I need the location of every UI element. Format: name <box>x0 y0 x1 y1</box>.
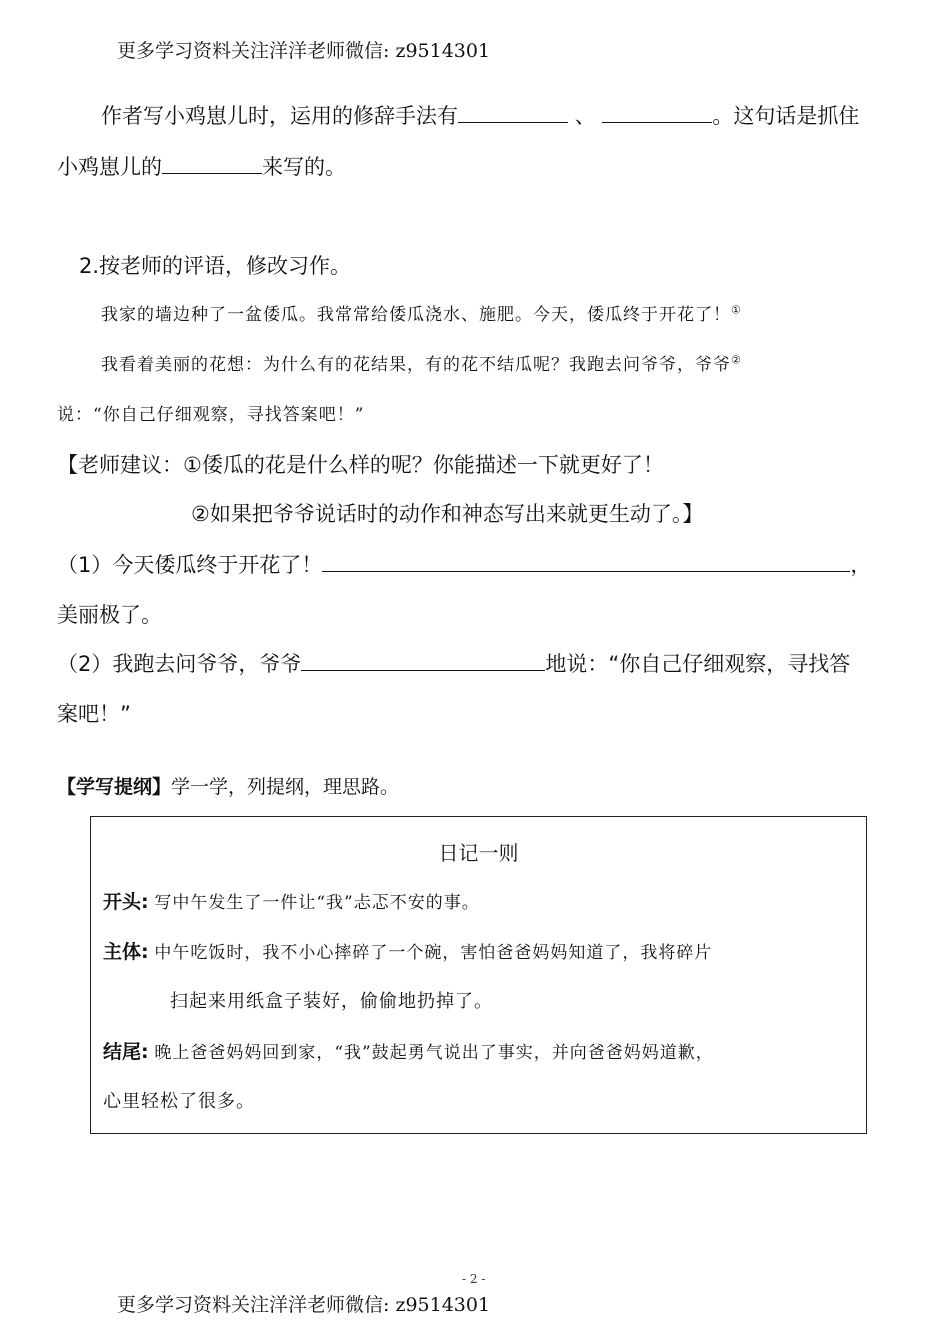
outline-body-text-1: 中午吃饭时，我不小心摔碎了一个碗，害怕爸爸妈妈知道了，我将碎片 <box>154 943 713 963</box>
page-number: - 2 - <box>462 1272 486 1286</box>
teacher-advice-2: ②如果把爷爷说话时的动作和神态写出来就更生动了。】 <box>191 502 704 526</box>
q1-text-2: 。这句话是抓住 <box>712 104 860 128</box>
q1-blank-3[interactable] <box>162 151 262 174</box>
outline-end-text-2: 心里轻松了很多。 <box>103 1091 255 1112</box>
revision-mark-1: ① <box>731 303 742 317</box>
outline-start <box>103 887 480 914</box>
item1-text: （1）今天倭瓜终于开花了！ <box>57 553 323 577</box>
header-watermark: 更多学习资料关注洋洋老师微信: z9514301 <box>117 40 491 62</box>
outline-end-text-1: 晚上爸爸妈妈回到家，“我”鼓起勇气说出了事实，并向爸爸妈妈道歉， <box>154 1043 714 1063</box>
q1-text-4: 来写的。 <box>262 155 346 179</box>
q1-text-3: 小鸡崽儿的 <box>57 155 162 179</box>
outline-start-text: 写中午发生了一件让“我”忐忑不安的事。 <box>154 893 480 913</box>
outline-heading-text: 学一学，列提纲，理思路。 <box>171 776 400 798</box>
passage-line-2 <box>101 350 742 375</box>
passage-text-2: 我看着美丽的花想：为什么有的花结果，有的花不结瓜呢？我跑去问爷爷，爷爷 <box>101 355 731 375</box>
item2-blank[interactable] <box>301 648 545 671</box>
outline-start-label: 开头: <box>103 891 149 913</box>
outline-body <box>103 937 712 964</box>
outline-box <box>90 816 867 1134</box>
q1-separator: 、 <box>574 104 596 128</box>
item2-line1 <box>57 648 850 678</box>
outline-end-label: 结尾: <box>103 1041 149 1063</box>
outline-heading-label: 【学写提纲】 <box>57 776 172 798</box>
item1-line1 <box>57 549 871 579</box>
passage-line-3: 说：“你自己仔细观察，寻找答案吧！” <box>57 405 365 425</box>
item1-line2: 美丽极了。 <box>57 603 162 627</box>
item2-text-2: 地说：“你自己仔细观察，寻找答 <box>545 652 851 676</box>
q1-blank-1[interactable] <box>458 100 568 123</box>
footer-watermark: 更多学习资料关注洋洋老师微信: z9514301 <box>117 1294 491 1316</box>
q1-line2 <box>57 151 346 181</box>
item2-text-1: （2）我跑去问爷爷，爷爷 <box>57 652 302 676</box>
outline-heading <box>57 772 399 799</box>
item1-blank[interactable] <box>322 549 850 572</box>
q1-line1 <box>101 100 859 130</box>
q1-blank-2[interactable] <box>602 100 712 123</box>
passage-text-1: 我家的墙边种了一盆倭瓜。我常常给倭瓜浇水、施肥。今天，倭瓜终于开花了！ <box>101 305 731 325</box>
outline-box-title: 日记一则 <box>438 841 519 865</box>
outline-body-text-2: 扫起来用纸盒子装好，偷偷地扔掉了。 <box>170 991 493 1012</box>
passage-line-1 <box>101 300 742 325</box>
q1-text-1: 作者写小鸡崽儿时，运用的修辞手法有 <box>101 104 458 128</box>
revision-mark-2: ② <box>731 353 742 367</box>
outline-body-label: 主体: <box>103 941 149 963</box>
outline-end <box>103 1037 714 1064</box>
teacher-advice-1: 【老师建议：①倭瓜的花是什么样的呢？你能描述一下就更好了！ <box>57 453 664 477</box>
item2-line2: 案吧！” <box>57 702 131 726</box>
item1-comma: ， <box>850 553 872 577</box>
q2-title: 2.按老师的评语，修改习作。 <box>79 254 352 278</box>
